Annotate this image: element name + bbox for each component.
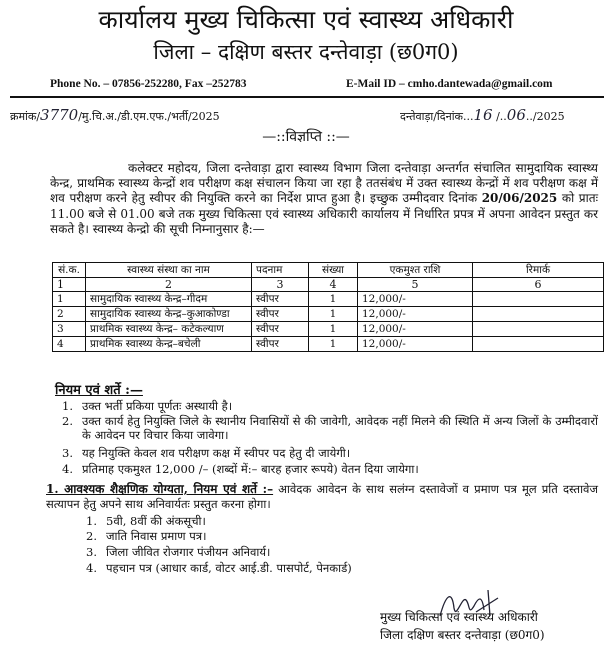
document-item — [86, 514, 586, 528]
signatory-designation: मुख्य चिकित्सा एवं स्वास्थ्य अधिकारी — [380, 610, 538, 624]
table-header-row — [53, 263, 604, 278]
cell-count: 1 — [309, 322, 358, 337]
ref-prefix: क्रमांक/ — [10, 110, 41, 123]
date-year: /2025 — [532, 110, 565, 123]
date-prefix: दन्तेवाड़ा/दिनांक — [400, 110, 463, 123]
notice-paragraph — [50, 161, 598, 237]
table-header: संख्या — [309, 263, 358, 278]
cell-post: स्वीपर — [252, 307, 309, 322]
rule-item — [62, 414, 598, 443]
paragraph-part-1: कलेक्टर महोदय, जिला दन्तेवाड़ा द्वारा स्वास्थ्य विभाग जिला दन्तेवाड़ा अन्तर्गत संचालित सामुदायिक स्वास्थ्य केन्द्र, प्राथमिक स्वास्थ्य केन्द्रों शव परीक्षण कक्ष संचालन किया जा रहा है ततसंबंध में उक्त स्वास्थ्य केन्द्रों में शव परीक्षण कक्ष में शव परीक्षण करने हेतु स्वीपर की नियुक्ति करने का निर्देश प्राप्त हुआ है। इच्छुक उम्मीदवार दिनांक — [50, 161, 598, 206]
table-row — [53, 307, 604, 322]
rule-item — [62, 462, 592, 476]
column-number: 3 — [252, 278, 309, 292]
cell-serial: 3 — [53, 322, 86, 337]
cell-remark — [473, 307, 604, 322]
education-text: आवेदक आवेदन के साथ सलंग्न दस्तावेजों व प्रमाण पत्र मूल प्रति दस्तावेज सत्यापन हेतु अपने साथ अनिवार्यतः प्रस्तुत करना होगा। — [46, 482, 598, 511]
cell-institution: प्राथमिक स्वास्थ्य केन्द्र– कटेकल्याण — [86, 322, 252, 337]
cell-amount: 12,000/- — [358, 322, 473, 337]
rule-number: 2. — [62, 414, 73, 428]
table-header: स्वास्थ्य संस्था का नाम — [86, 263, 252, 278]
ref-handwritten-number: 3770 — [40, 106, 79, 124]
document-text: पहचान पत्र (आधार कार्ड, वोटर आई.डी. पासपोर्ट, पेनकार्ड) — [106, 561, 352, 575]
column-number: 1 — [53, 278, 86, 292]
cell-amount: 12,000/- — [358, 307, 473, 322]
cell-institution: सामुदायिक स्वास्थ्य केन्द्र–कुआकोण्डा — [86, 307, 252, 322]
document-text: जाति निवास प्रमाण पत्र। — [106, 529, 207, 543]
document-text: 5वी, 8वीं की अंकसूची। — [106, 514, 206, 528]
document-item — [86, 529, 586, 543]
table-row — [53, 322, 604, 337]
date-month: 06 — [506, 106, 526, 124]
rule-text: प्रतिमाह एकमुश्त 12,000 /– (शब्दों में:– बारह हजार रूपये) वेतन दिया जायेगा। — [82, 462, 419, 476]
email-id: E-Mail ID – cmho.dantewada@gmail.com — [346, 78, 553, 90]
cell-institution: प्राथमिक स्वास्थ्य केन्द्र–बचेली — [86, 337, 252, 352]
cell-serial: 1 — [53, 292, 86, 307]
table-header: पदनाम — [252, 263, 309, 278]
document-number: 3. — [86, 545, 97, 559]
education-requirements — [46, 482, 598, 512]
cell-serial: 4 — [53, 337, 86, 352]
rule-text: यह नियुक्ति केवल शव परीक्षण कक्ष में स्वीपर पद हेतु दी जायेगी। — [82, 446, 351, 460]
cell-institution: सामुदायिक स्वास्थ्य केन्द्र–गीदम — [86, 292, 252, 307]
rule-text: उक्त भर्ती प्रकिया पूर्णतः अस्थायी है। — [82, 399, 233, 413]
signatory-office: जिला दक्षिण बस्तर दन्तेवाड़ा (छ0ग0) — [380, 628, 545, 642]
document-item — [86, 561, 586, 575]
cell-count: 1 — [309, 292, 358, 307]
date-day: 16 — [473, 106, 493, 124]
header-divider — [10, 96, 604, 98]
paragraph-part-2: को प्रातः 11.00 बजे से 01.00 बजे तक मुख्य चिकित्सा एवं स्वास्थ्य अधिकारी कार्यालय में निर्धारित प्रपत्र में अपना आवेदन प्रस्तुत कर सकते है। स्वास्थ्य केन्द्रो की सूची निम्नानुसार है:— — [50, 191, 598, 236]
cell-count: 1 — [309, 307, 358, 322]
district-subtitle: जिला – दक्षिण बस्तर दन्तेवाड़ा (छ0ग0) — [153, 40, 459, 64]
table-header: एकमुश्त राशि — [358, 263, 473, 278]
cell-amount: 12,000/- — [358, 337, 473, 352]
column-number: 2 — [86, 278, 252, 292]
document-text: जिला जीवित रोजगार पंजीयन अनिवार्य। — [106, 545, 271, 559]
table-column-numbers — [53, 278, 604, 292]
office-title: कार्यालय मुख्य चिकित्सा एवं स्वास्थ्य अधिकारी — [98, 5, 514, 34]
notice-heading: —::विज्ञप्ति ::— — [262, 129, 350, 145]
last-date: 20/06/2025 — [481, 191, 558, 206]
phone-fax: Phone No. – 07856-252280, Fax –252783 — [50, 78, 247, 90]
table-header: रिमार्क — [473, 263, 604, 278]
cell-serial: 2 — [53, 307, 86, 322]
reference-number — [10, 106, 220, 124]
ref-suffix: /मु.चि.अ./डी.एम.एफ./भर्ती/2025 — [78, 110, 220, 123]
cell-post: स्वीपर — [252, 292, 309, 307]
posts-table — [52, 262, 604, 352]
document-number: 1. — [86, 514, 97, 528]
reference-date: दन्तेवाड़ा/दिनांक...16 /..06../2025 — [400, 106, 565, 124]
document-item — [86, 545, 586, 559]
document-number: 2. — [86, 529, 97, 543]
rule-number: 1. — [62, 399, 73, 413]
table-header: सं.क. — [53, 263, 86, 278]
cell-remark — [473, 322, 604, 337]
cell-remark — [473, 292, 604, 307]
table-row — [53, 337, 604, 352]
rule-number: 3. — [62, 446, 73, 460]
rule-item — [62, 446, 592, 460]
rule-item — [62, 399, 592, 413]
column-number: 4 — [309, 278, 358, 292]
document-number: 4. — [86, 561, 97, 575]
rule-number: 4. — [62, 462, 73, 476]
table-row — [53, 292, 604, 307]
column-number: 5 — [358, 278, 473, 292]
rule-text: उक्त कार्य हेतु नियुक्ति जिले के स्थानीय निवासियों से की जावेगी, आवेदक नहीं मिलने की स्थिति में अन्य जिलों के उम्मीदवारों के आवेदन पर विचार किया जावेगा। — [82, 414, 598, 443]
cell-amount: 12,000/- — [358, 292, 473, 307]
cell-post: स्वीपर — [252, 337, 309, 352]
column-number: 6 — [473, 278, 604, 292]
rules-heading: नियम एवं शर्ते :— — [55, 383, 143, 398]
cell-post: स्वीपर — [252, 322, 309, 337]
cell-remark — [473, 337, 604, 352]
cell-count: 1 — [309, 337, 358, 352]
education-heading: 1. आवश्यक शैक्षणिक योग्यता, नियम एवं शर्ते :– — [46, 482, 274, 496]
